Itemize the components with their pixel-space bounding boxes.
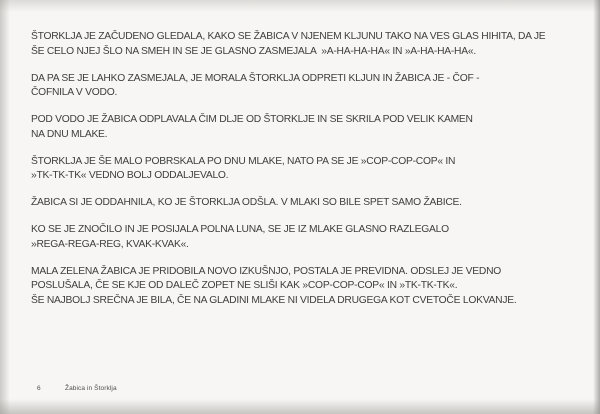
paragraph — [31, 72, 560, 101]
text-line: MALA ZELENA ŽABICA JE PRIDOBILA NOVO IZKUŠNJO, POSTALA JE PREVIDNA. ODSLEJ JE VEDNO — [31, 265, 502, 277]
paragraph — [31, 265, 560, 309]
paragraph — [31, 196, 560, 211]
page-edge-shadow-top — [0, 0, 600, 12]
story-text — [31, 30, 560, 321]
page-footer — [37, 385, 117, 393]
text-line: DA PA SE JE LAHKO ZASMEJALA, JE MORALA ŠTORKLJA ODPRETI KLJUN IN ŽABICA JE - ČOF - — [31, 72, 480, 84]
text-line: POD VODO JE ŽABICA ODPLAVALA ČIM DLJE OD ŠTORKLJE IN SE SKRILA POD VELIK KAMEN — [31, 114, 473, 125]
text-line: NA DNU MLAKE. — [31, 128, 108, 140]
page-edge-shadow-left — [0, 0, 10, 414]
paragraph — [31, 155, 560, 184]
text-line: ŠTORKLJA JE ZAČUDENO GLEDALA, KAKO SE ŽABICA V NJENEM KLJUNU TAKO NA VES GLAS HIHITA, DA JE — [31, 31, 546, 42]
paragraph — [31, 113, 560, 142]
paragraph — [31, 30, 560, 59]
page-edge-shadow-right — [593, 0, 600, 414]
text-line: ŽABICA SI JE ODDAHNILA, KO JE ŠTORKLJA ODŠLA. V MLAKI SO BILE SPET SAMO ŽABICE. — [31, 197, 462, 208]
book-title: Žabica in Štorklja — [65, 385, 117, 392]
text-line: »REGA-REGA-REG, KVAK-KVAK«. — [31, 238, 189, 250]
page-number: 6 — [37, 385, 41, 392]
text-line: ŠTORKLJA JE ŠE MALO POBRSKALA PO DNU MLAKE, NATO PA SE JE »COP-COP-COP« IN — [31, 155, 456, 167]
text-line: POSLUŠALA, ČE SE KJE OD DALEČ ZOPET NE SLIŠI KAK »COP-COP-COP« IN »TK-TK-TK«. — [31, 280, 458, 291]
text-line: KO SE JE ZNOČILO IN JE POSIJALA POLNA LUNA, SE JE IZ MLAKE GLASNO RAZLEGALO — [31, 224, 449, 235]
text-line: »TK-TK-TK« VEDNO BOLJ ODDALJEVALO. — [31, 170, 229, 181]
text-line: ŠE NAJBOLJ SREČNA JE BILA, ČE NA GLADINI MLAKE NI VIDELA DRUGEGA KOT CVETOČE LOKVANJE. — [31, 294, 517, 306]
page-edge-shadow-bottom — [0, 399, 600, 414]
paragraph — [31, 223, 560, 252]
text-line: ČOFNILA V VODO. — [31, 87, 118, 98]
text-line: ŠE CELO NJEJ ŠLO NA SMEH IN SE JE GLASNO ZASMEJALA »A-HA-HA-HA« IN »A-HA-HA-HA«. — [31, 45, 476, 57]
